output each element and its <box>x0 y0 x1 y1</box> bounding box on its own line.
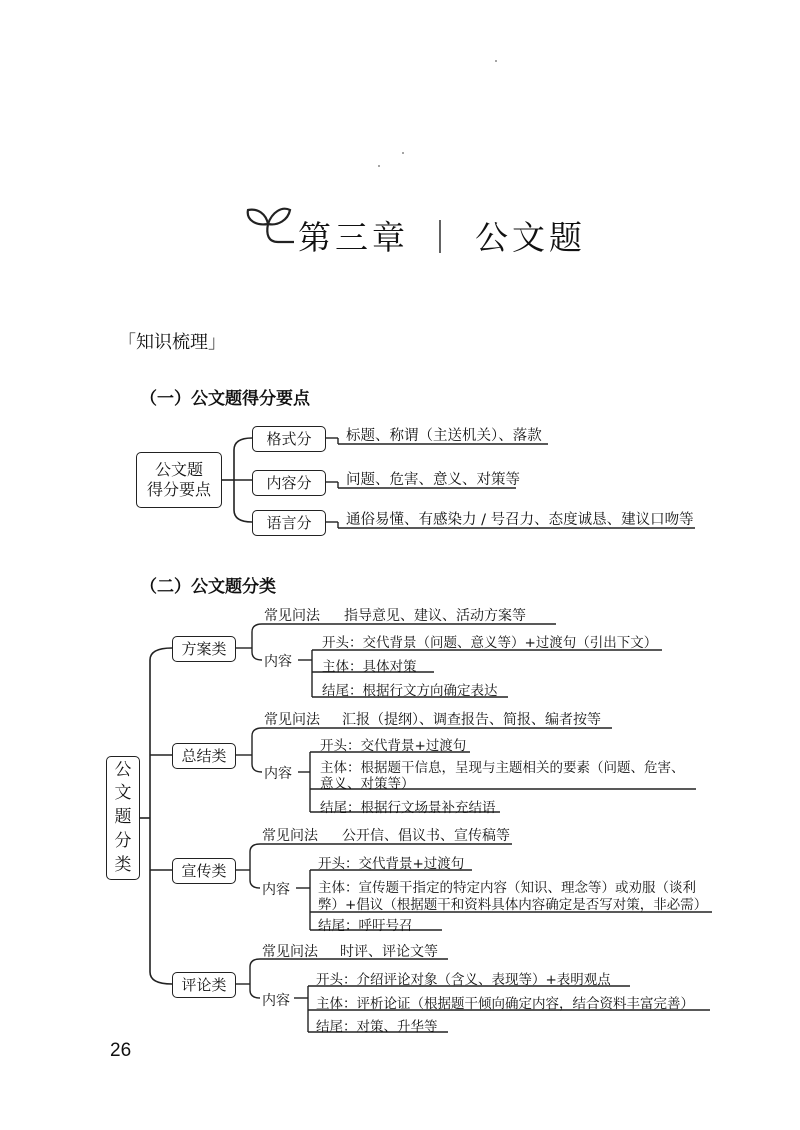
common-questions: 时评、评论文等 <box>340 944 438 960</box>
common-questions: 汇报（提纲）、调查报告、简报、编者按等 <box>342 712 601 728</box>
branch-detail: 标题、称谓（主送机关）、落款 <box>346 428 542 444</box>
content-item: 意义、对策等） <box>320 776 415 792</box>
part2-title: （二）公文题分类 <box>140 577 276 597</box>
content-item: 结尾：呼吁号召 <box>318 918 413 934</box>
content-item: 主体：根据题干信息，呈现与主题相关的要素（问题、危害、 <box>320 760 685 776</box>
root-char: 类 <box>114 854 132 875</box>
content-item: 开头：交代背景+过渡句 <box>318 856 465 872</box>
content-item: 开头：交代背景（问题、意义等）+过渡句（引出下文） <box>322 635 658 651</box>
branch-box-format: 格式分 <box>252 426 326 452</box>
category-box: 总结类 <box>172 743 236 769</box>
content-item: 结尾：根据行文方向确定表达 <box>322 683 498 699</box>
root-line: 得分要点 <box>146 480 211 499</box>
content-item: 结尾：对策、升华等 <box>316 1019 438 1035</box>
page-number: 26 <box>110 1040 132 1061</box>
root-char: 公 <box>114 759 132 780</box>
root-line: 公文题 <box>154 460 203 479</box>
chapter-title: 第三章 ｜ 公文题 <box>298 218 586 257</box>
speck <box>495 60 497 62</box>
speck <box>378 165 380 167</box>
branch-box-language: 语言分 <box>252 510 326 536</box>
content-label: 内容 <box>262 993 290 1009</box>
section-header: 「知识梳理」 <box>118 332 226 353</box>
common-questions: 公开信、倡议书、宣传稿等 <box>342 828 510 844</box>
sprout-icon <box>244 202 294 252</box>
part2-root-box <box>106 756 140 880</box>
common-label: 常见问法 <box>264 608 320 624</box>
content-item: 弊）+倡议（根据题干和资料具体内容确定是否写对策，非必需） <box>318 897 708 913</box>
common-questions: 指导意见、建议、活动方案等 <box>344 608 526 624</box>
common-label: 常见问法 <box>264 712 320 728</box>
content-label: 内容 <box>264 766 292 782</box>
content-label: 内容 <box>264 654 292 670</box>
common-label: 常见问法 <box>262 828 318 844</box>
part1-root-box <box>136 452 222 508</box>
category-box: 评论类 <box>172 972 236 998</box>
content-item: 主体：评析论证（根据题干倾向确定内容，结合资料丰富完善） <box>316 996 694 1012</box>
branch-detail: 通俗易懂、有感染力 / 号召力、态度诚恳、建议口吻等 <box>346 512 694 528</box>
content-label: 内容 <box>262 882 290 898</box>
root-char: 题 <box>114 807 132 828</box>
content-item: 开头：介绍评论对象（含义、表现等）+表明观点 <box>316 972 611 988</box>
branch-box-content: 内容分 <box>252 470 326 496</box>
part1-title: （一）公文题得分要点 <box>140 389 310 409</box>
content-item: 主体：具体对策 <box>322 659 417 675</box>
root-char: 分 <box>114 830 132 851</box>
root-char: 文 <box>114 783 132 804</box>
content-item: 主体：宣传题干指定的特定内容（知识、理念等）或劝服（谈利 <box>318 880 696 896</box>
category-box: 宣传类 <box>172 858 236 884</box>
category-box: 方案类 <box>172 636 236 662</box>
speck <box>402 152 404 154</box>
content-item: 开头：交代背景+过渡句 <box>320 738 467 754</box>
branch-detail: 问题、危害、意义、对策等 <box>346 472 520 488</box>
content-item: 结尾：根据行文场景补充结语 <box>320 800 496 816</box>
common-label: 常见问法 <box>262 944 318 960</box>
